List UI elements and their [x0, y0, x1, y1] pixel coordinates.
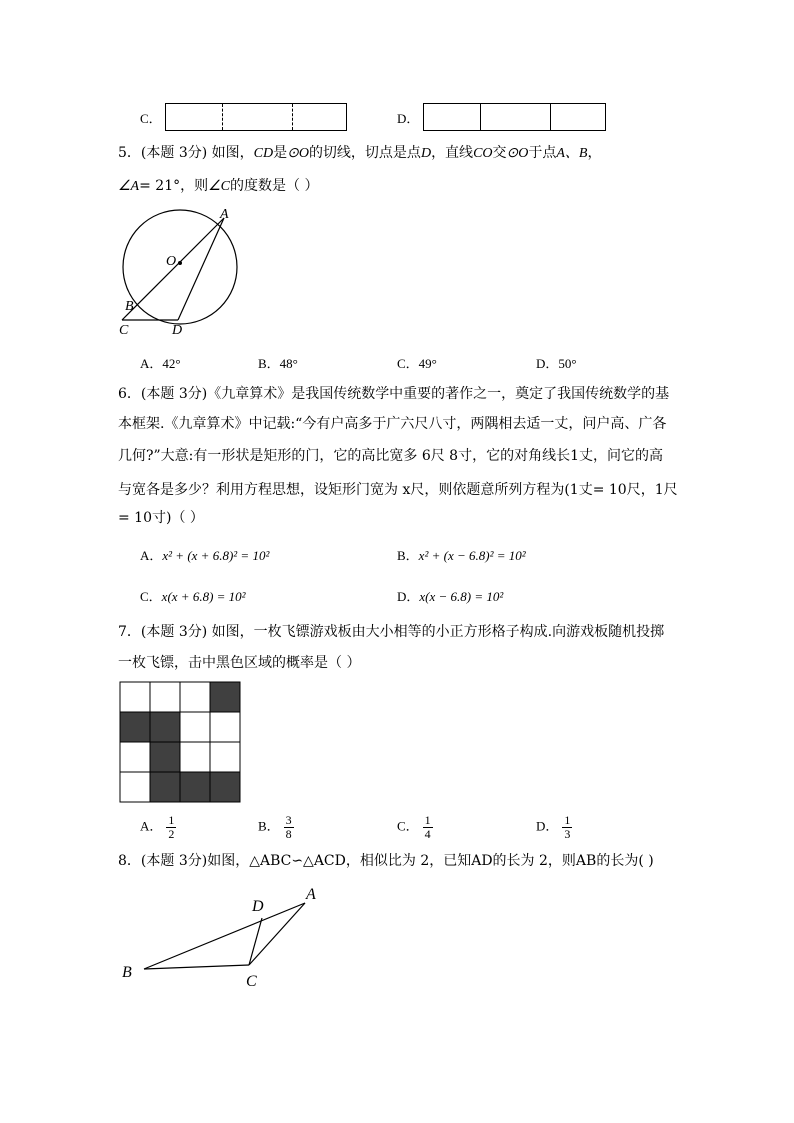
- q6-stem-line2: 本框架.《九章算术》中记载:“今有户高多于广六尺八寸，两隅相去适一丈，问户高、广各: [118, 416, 667, 432]
- solid-divider: [480, 104, 481, 130]
- solid-divider: [550, 104, 551, 130]
- grid-cell-light: [210, 712, 240, 742]
- label-b: B: [122, 964, 132, 981]
- q6-stem-line3: 几何?”大意:有一形状是矩形的门，它的高比宽多 6尺 8寸，它的对角线长1丈，问它的高: [118, 448, 663, 464]
- line-ad: [178, 218, 224, 320]
- grid-cell-dark: [210, 682, 240, 712]
- q5-option-c: C．49°: [397, 356, 437, 371]
- q4-option-d-label: D．: [397, 111, 420, 126]
- q4-option-d-figure: [423, 103, 606, 131]
- q7-option-d: D． $\frac{1}{3}$: [536, 813, 571, 841]
- q5-option-b: B．48°: [258, 356, 298, 371]
- q5-stem-line1: 5．(本题 3分) 如图，CD是⊙O的切线，切点是点D，直线CO交⊙O于点A、B，: [118, 145, 602, 161]
- q5-circle-figure: [110, 203, 250, 338]
- q6-option-d: D．x(x − 6.8) = 10²: [397, 589, 504, 604]
- dashed-divider: [222, 104, 223, 130]
- q6-option-c: C．x(x + 6.8) = 10²: [140, 589, 246, 604]
- label-d: D: [252, 898, 264, 915]
- grid-cell-dark: [150, 712, 180, 742]
- grid-cell-light: [210, 742, 240, 772]
- grid-cell-light: [120, 772, 150, 802]
- q4-option-c-figure: [165, 103, 347, 131]
- q6-option-a: A．x² + (x + 6.8)² = 10²: [140, 548, 270, 563]
- line-ba: [144, 903, 305, 969]
- label-c: C: [119, 323, 129, 338]
- grid-cell-dark: [120, 712, 150, 742]
- q6-stem-line4: 与宽各是多少？利用方程思想，设矩形门宽为 x尺，则依题意所列方程为(1丈= 10尺，1尺: [118, 482, 678, 498]
- grid-cell-dark: [150, 742, 180, 772]
- q6-option-b: B．x² + (x − 6.8)² = 10²: [397, 548, 526, 563]
- label-d: D: [172, 323, 183, 338]
- grid-cell-dark: [180, 772, 210, 802]
- q7-option-b: B． $\frac{3}{8}$: [258, 813, 292, 841]
- q7-stem-line2: 一枚飞镖，击中黑色区域的概率是（ ）: [118, 655, 361, 671]
- dashed-divider: [292, 104, 293, 130]
- q5-option-d: D．50°: [536, 356, 577, 371]
- grid-cell-light: [120, 742, 150, 772]
- fraction: $\frac{1}{3}$: [564, 813, 571, 841]
- fraction: $\frac{3}{8}$: [285, 813, 292, 841]
- label-o: O: [166, 254, 177, 269]
- grid-cell-light: [180, 682, 210, 712]
- grid-cell-dark: [210, 772, 240, 802]
- grid-cell-light: [180, 742, 210, 772]
- q4-option-c-label: C．: [140, 111, 162, 126]
- q5-stem-line2: ∠A= 21°，则∠C的度数是（ ）: [118, 178, 319, 194]
- grid-cell-dark: [150, 772, 180, 802]
- q7-option-a: A． $\frac{1}{2}$: [140, 813, 175, 841]
- grid-cell-light: [150, 682, 180, 712]
- label-b: B: [125, 299, 134, 314]
- center-point: [178, 261, 182, 265]
- q6-stem-line1: 6．(本题 3分)《九章算术》是我国传统数学中重要的著作之一，奠定了我国传统数学的基: [118, 386, 670, 402]
- line-bc: [144, 965, 249, 969]
- label-a: A: [306, 886, 316, 903]
- q5-option-a: A．42°: [140, 356, 181, 371]
- q7-stem-line1: 7．(本题 3分) 如图，一枚飞镖游戏板由大小相等的小正方形格子构成.向游戏板随机投掷: [118, 624, 665, 640]
- q6-stem-line5: = 10寸)（ ）: [118, 510, 204, 526]
- q8-stem: 8．(本题 3分)如图，△ABC∽△ACD，相似比为 2，已知AD的长为 2，则AB的长为( ): [118, 853, 654, 869]
- q8-triangle-figure: [118, 880, 328, 992]
- grid-cell-light: [120, 682, 150, 712]
- q7-option-c: C． $\frac{1}{4}$: [397, 813, 431, 841]
- dartboard-grid: [119, 681, 241, 803]
- fraction: $\frac{1}{2}$: [168, 813, 175, 841]
- fraction: $\frac{1}{4}$: [424, 813, 431, 841]
- line-ac: [122, 218, 224, 320]
- grid-cell-light: [180, 712, 210, 742]
- label-c: C: [246, 973, 257, 990]
- label-a: A: [220, 207, 229, 222]
